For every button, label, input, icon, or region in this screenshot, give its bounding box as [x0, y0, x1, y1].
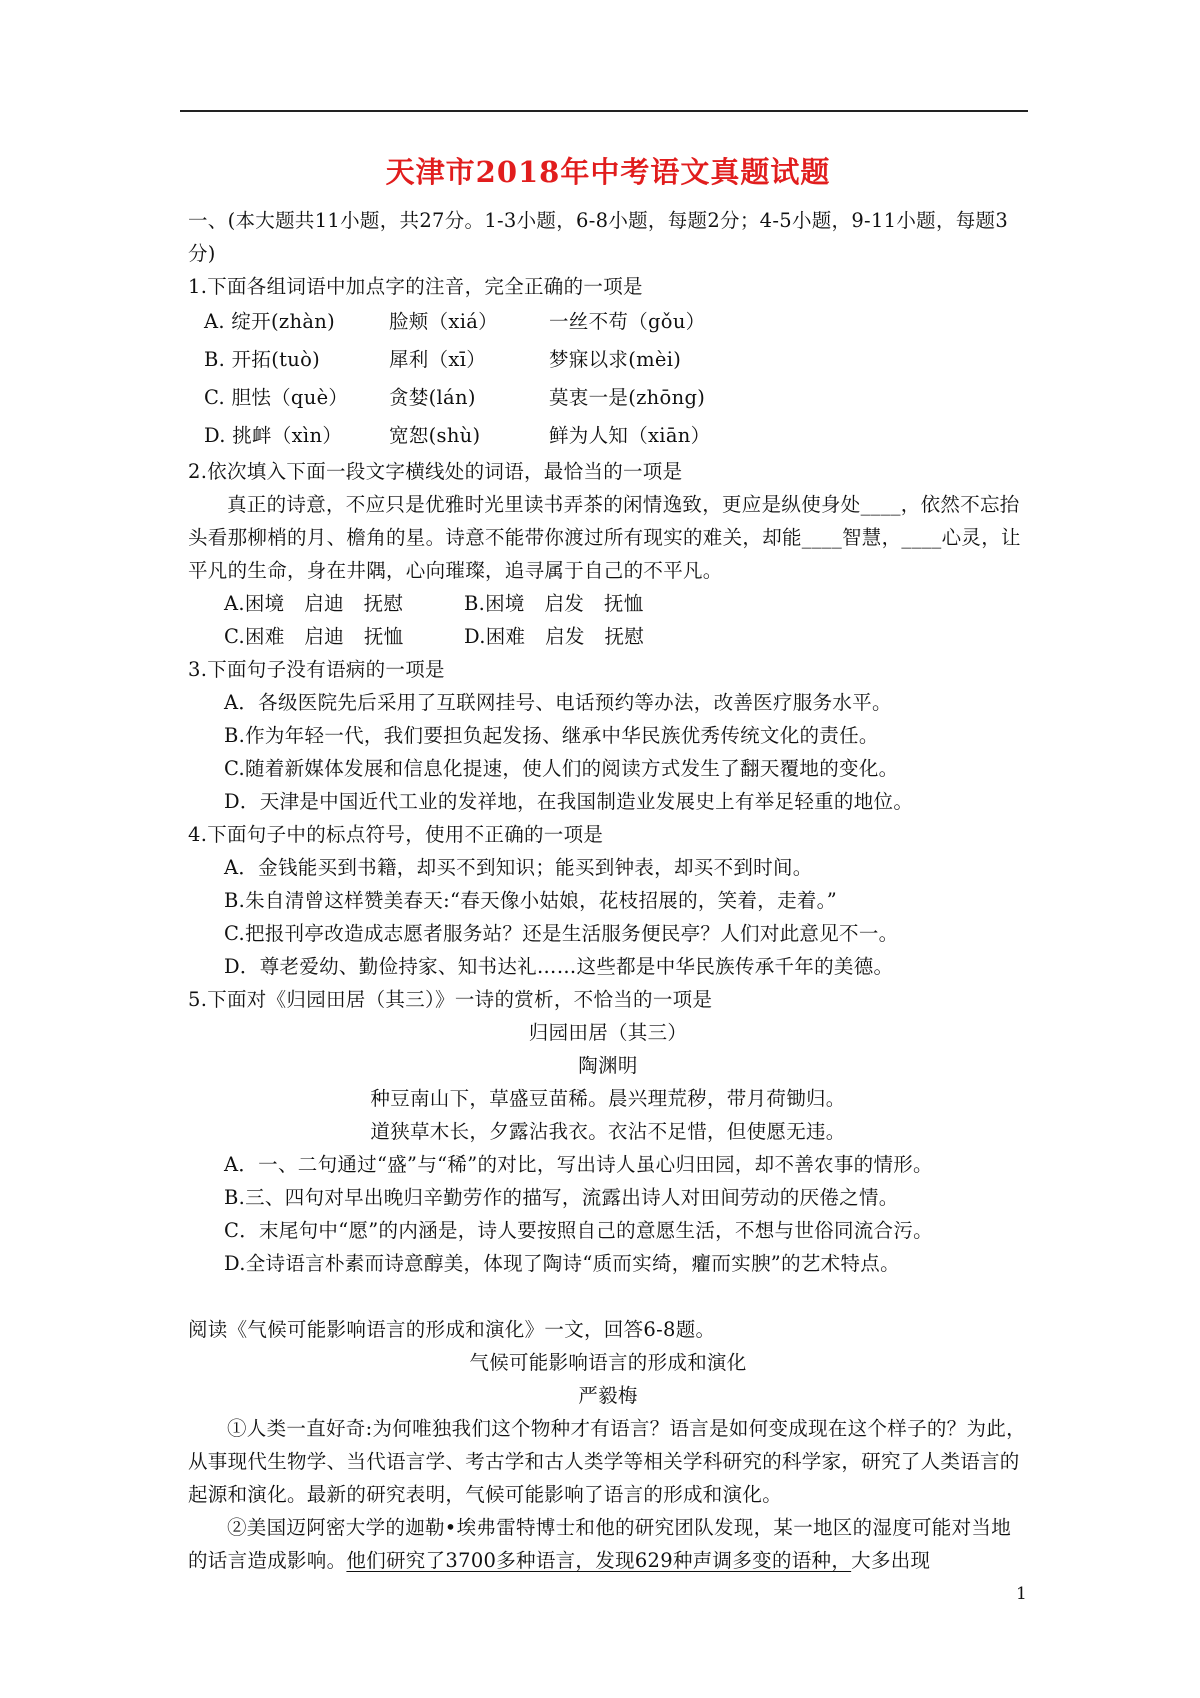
q1-a-word1: A. 绽开(zhàn)	[204, 310, 336, 333]
q2-passage: 真正的诗意，不应只是优雅时光里读书弄茶的闲情逸致，更应是纵使身处____，依然不忘抬头看那柳梢的月、檐角的星。诗意不能带你渡过所有现实的难关，却能____智慧，____心灵，让平凡的生命，身在井隅，心向璀璨，追寻属于自己的不平凡。	[188, 493, 1021, 582]
q1-a-word3: 一丝不苟（gǒu）	[549, 310, 706, 333]
reading-p2-end: 大多出现	[851, 1549, 931, 1572]
q3-choice-b: B.作为年轻一代，我们要担负起发扬、继承中华民族优秀传统文化的责任。	[224, 724, 879, 747]
header-rule	[180, 110, 1028, 112]
reading-p2-start: ②美国迈阿密大学的迦勒•埃弗雷特博士和他的研究团队发现，某一地区的湿度可能对当地的话言造成影响。	[188, 1516, 1012, 1572]
reading-paragraph-2	[188, 1511, 1028, 1577]
q3-stem: 3.下面句子没有语病的一项是	[188, 658, 445, 681]
q2-stem: 2.依次填入下面一段文字横线处的词语，最恰当的一项是	[188, 460, 683, 483]
q1-d-word2: 宽恕(shù)	[389, 424, 481, 447]
poem-line-1: 种豆南山下，草盛豆苗稀。晨兴理荒秽，带月荷锄归。	[370, 1087, 846, 1110]
q4-choice-b: B.朱自清曾这样赞美春天:“春天像小姑娘，花枝招展的，笑着，走着。”	[224, 889, 837, 912]
q2-choice-a: A.困境 启迪 抚慰	[224, 592, 404, 615]
q2-choice-b: B.困境 启发 抚恤	[464, 592, 644, 615]
q2-choice-c: C.困难 启迪 抚恤	[224, 625, 404, 648]
q1-a-word2: 脸颊（xiá）	[389, 310, 498, 333]
q4-choice-d: D．尊老爱幼、勤俭持家、知书达礼……这些都是中华民族传承千年的美德。	[224, 955, 894, 978]
exam-title: 天津市2018年中考语文真题试题	[385, 155, 831, 189]
reading-p2-underlined: 他们研究了3700多种语言，发现629种声调多变的语种，	[346, 1549, 852, 1572]
q1-option-a	[188, 303, 1028, 341]
q3-choice-c: C.随着新媒体发展和信息化提速，使人们的阅读方式发生了翻天覆地的变化。	[224, 757, 899, 780]
section-header: 一、(本大题共11小题，共27分。1-3小题，6-8小题，每题2分；4-5小题，9-11小题，每题3分)	[188, 209, 1009, 265]
q1-option-b	[188, 341, 1028, 379]
q1-stem: 1.下面各组词语中加点字的注音，完全正确的一项是	[188, 275, 643, 298]
page-number: 1	[1016, 1584, 1027, 1604]
q1-c-word2: 贪婪(lán)	[389, 386, 476, 409]
q1-b-word3: 梦寐以求(mèi)	[549, 348, 682, 371]
q1-d-word1: D. 挑衅（xìn）	[204, 424, 343, 447]
spacer	[188, 1280, 1028, 1313]
q5-stem: 5.下面对《归园田居（其三）》一诗的赏析，不恰当的一项是	[188, 988, 713, 1011]
poem-line-2: 道狭草木长，夕露沾我衣。衣沾不足惜，但使愿无违。	[370, 1120, 846, 1143]
poem-author: 陶渊明	[578, 1054, 638, 1077]
q3-choice-d: D．天津是中国近代工业的发祥地，在我国制造业发展史上有举足轻重的地位。	[224, 790, 914, 813]
q5-choice-b: B.三、四句对早出晚归辛勤劳作的描写，流露出诗人对田间劳动的厌倦之情。	[224, 1186, 899, 1209]
reading-intro: 阅读《气候可能影响语言的形成和演化》一文，回答6-8题。	[188, 1318, 716, 1341]
q5-choice-c: C．末尾句中“愿”的内涵是，诗人要按照自己的意愿生活，不想与世俗同流合污。	[224, 1219, 933, 1242]
q1-c-word1: C. 胆怯（què）	[204, 386, 349, 409]
reading-author: 严毅梅	[578, 1384, 638, 1407]
reading-paragraph-1: ①人类一直好奇:为何唯独我们这个物种才有语言？语言是如何变成现在这个样子的？为此，从事现代生物学、当代语言学、考古学和古人类学等相关学科研究的科学家，研究了人类语言的起源和演化。最新的研究表明，气候可能影响了语言的形成和演化。	[188, 1417, 1026, 1506]
q5-choice-a: A．一、二句通过“盛”与“稀”的对比，写出诗人虽心归田园，却不善农事的情形。	[224, 1153, 933, 1176]
q4-choice-c: C.把报刊亭改造成志愿者服务站？还是生活服务便民亭？人们对此意见不一。	[224, 922, 899, 945]
q1-d-word3: 鲜为人知（xiān）	[549, 424, 711, 447]
q5-choice-d: D.全诗语言朴素而诗意醇美，体现了陶诗“质而实绮，癯而实腴”的艺术特点。	[224, 1252, 900, 1275]
q1-b-word2: 犀利（xī）	[389, 348, 487, 371]
q1-c-word3: 莫衷一是(zhōng)	[549, 386, 706, 409]
q2-choice-d: D.困难 启发 抚慰	[464, 625, 645, 648]
q3-choice-a: A．各级医院先后采用了互联网挂号、电话预约等办法，改善医疗服务水平。	[224, 691, 892, 714]
q1-b-word1: B. 开拓(tuò)	[204, 348, 321, 371]
q4-choice-a: A．金钱能买到书籍，却买不到知识；能买到钟表，却买不到时间。	[224, 856, 813, 879]
q4-stem: 4.下面句子中的标点符号，使用不正确的一项是	[188, 823, 604, 846]
q1-option-c	[188, 379, 1028, 417]
q1-option-d	[188, 417, 1028, 455]
poem-title: 归园田居（其三）	[528, 1021, 688, 1044]
reading-title: 气候可能影响语言的形成和演化	[469, 1351, 747, 1374]
document-body	[188, 150, 1028, 1577]
q2-choices	[188, 587, 1028, 653]
